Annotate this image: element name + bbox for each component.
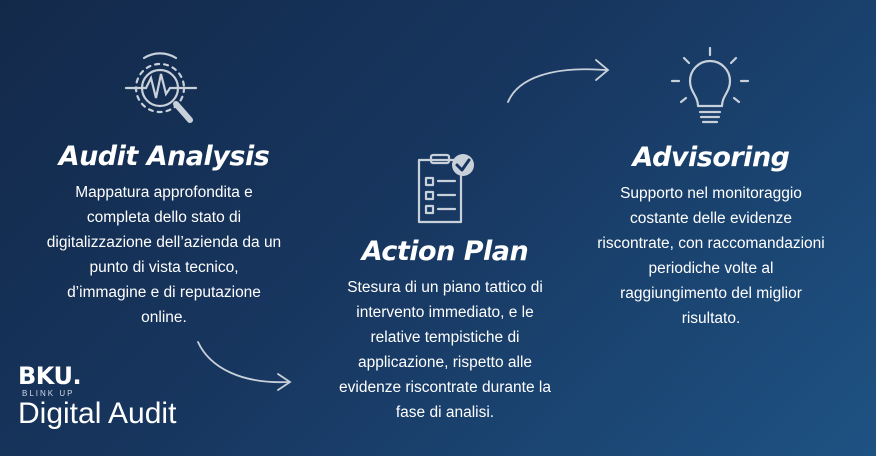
step-desc-line: costante delle evidenze [629, 210, 792, 227]
brand-logo: BKU. [18, 362, 82, 390]
step-desc-line: punto di vista tecnico, [89, 259, 239, 276]
step-title: Advisoring [632, 142, 790, 173]
step-desc-line: Stesura di un piano tattico di [347, 279, 543, 296]
step-title: Audit Analysis [58, 141, 270, 172]
step-desc-line: raggiungimento del miglior [620, 285, 802, 302]
lightbulb-icon [668, 44, 752, 134]
brand-tagline: BLINK UP [22, 389, 75, 398]
step-desc-line: Supporto nel monitoraggio [620, 185, 802, 202]
curved-arrow-icon [502, 48, 614, 108]
step-desc-line: risultato. [681, 310, 741, 327]
step-desc-line: digitalizzazione dell’azienda da un [46, 234, 282, 251]
step-advisoring [566, 142, 856, 331]
step-desc-line: Mappatura approfondita e [75, 184, 253, 201]
magnifier-analysis-icon [124, 48, 204, 132]
brand-product-name: Digital Audit [18, 397, 177, 430]
step-desc-line: evidenze riscontrate durante la [339, 379, 551, 396]
step-desc-line: applicazione, rispetto alle [357, 354, 533, 371]
step-desc-line: relative tempistiche di [370, 329, 520, 346]
checklist-icon [411, 150, 479, 226]
step-desc-line: intervento immediato, e le [356, 304, 534, 321]
step-action-plan [300, 236, 590, 425]
step-desc-line: online. [141, 309, 187, 326]
step-audit-analysis [20, 141, 308, 330]
step-desc-line: periodiche volte al [648, 260, 774, 277]
step-desc-line: d’immagine e di reputazione [67, 284, 261, 301]
step-desc-line: completa dello stato di [86, 209, 242, 226]
step-title: Action Plan [361, 236, 529, 267]
step-desc-line: fase di analisi. [395, 404, 495, 421]
step-desc-line: riscontrate, con raccomandazioni [597, 235, 825, 252]
curved-arrow-icon [192, 338, 302, 398]
